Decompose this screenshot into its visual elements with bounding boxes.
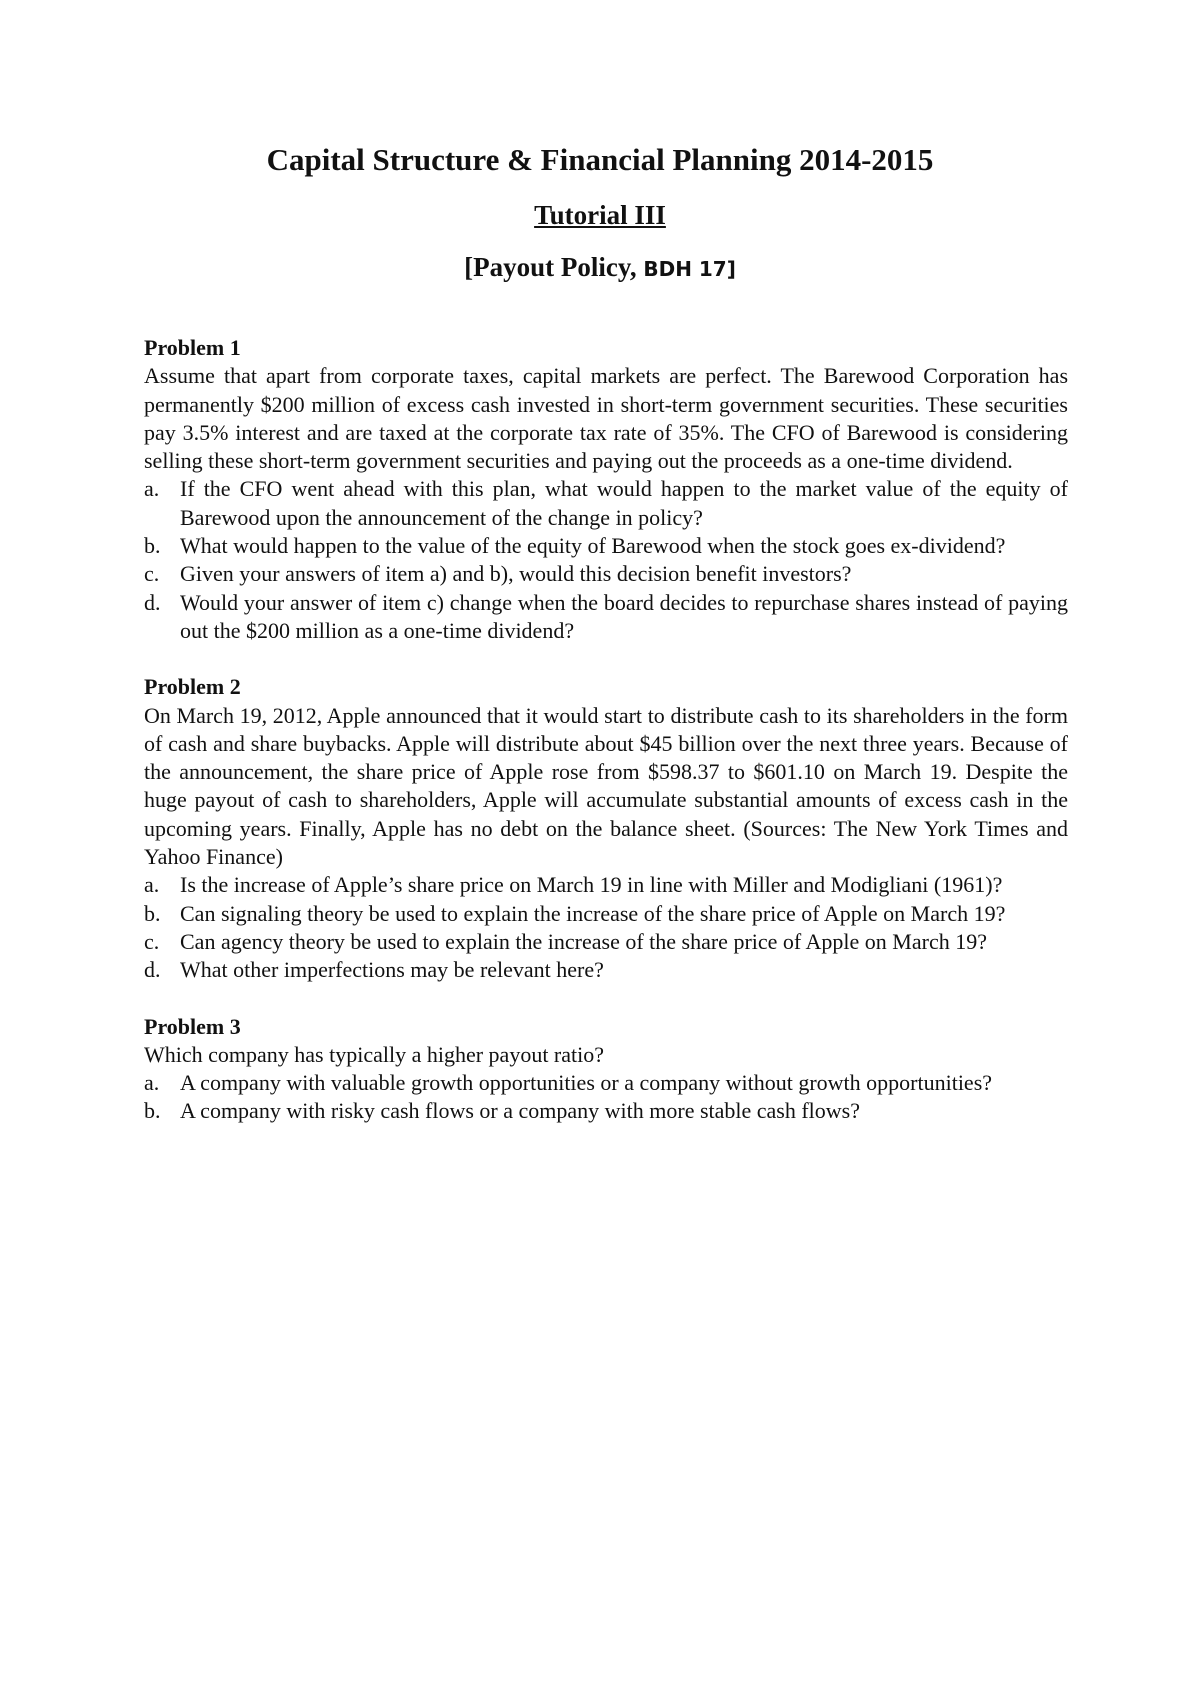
question-text: What other imperfections may be relevant here?	[180, 957, 604, 983]
question-letter: c.	[144, 561, 160, 587]
problem-3	[144, 1013, 1068, 1126]
question-item	[144, 532, 1068, 560]
problem-1	[144, 334, 1068, 645]
question-list	[144, 1069, 1068, 1126]
problem-title: Problem 2	[144, 674, 241, 700]
question-letter: d.	[144, 589, 161, 615]
question-letter: b.	[144, 1098, 161, 1124]
question-item	[144, 1069, 1068, 1097]
problem-statement: Which company has typically a higher payout ratio?	[144, 1041, 605, 1067]
question-item	[144, 928, 1068, 956]
question-letter: b.	[144, 900, 161, 926]
question-letter: b.	[144, 533, 161, 559]
topic-label: [Payout Policy,	[464, 252, 644, 282]
question-text: Can signaling theory be used to explain the increase of the share price of Apple on March 19?	[180, 900, 1006, 926]
question-item	[144, 900, 1068, 928]
question-text: Would your answer of item c) change when the board decides to repurchase shares instead of paying out the $200 million as a one-time dividend?	[180, 589, 1068, 643]
question-text: Is the increase of Apple’s share price on March 19 in line with Miller and Modigliani (1961)?	[180, 872, 1003, 898]
question-text: A company with risky cash flows or a company with more stable cash flows?	[180, 1098, 861, 1124]
problem-statement: Assume that apart from corporate taxes, capital markets are perfect. The Barewood Corporation has permanently $200 million of excess cash invested in short-term government securities. These securities pay 3.5% interest and are taxed at the corporate tax rate of 35%. The CFO of Barewood is considering selling these short-term government securities and paying out the proceeds as a one-time dividend.	[144, 363, 1068, 474]
document-subtitle: Tutorial III	[534, 200, 666, 230]
topic-chapter-code: BDH 17]	[643, 257, 736, 281]
question-item	[144, 871, 1068, 899]
question-letter: d.	[144, 957, 161, 983]
document-topic	[0, 248, 1200, 288]
question-list	[144, 475, 1068, 645]
question-item	[144, 1097, 1068, 1125]
question-item	[144, 589, 1068, 646]
document-title: Capital Structure & Financial Planning 2014-2015	[266, 142, 934, 177]
question-text: What would happen to the value of the equity of Barewood when the stock goes ex-dividend?	[180, 533, 1006, 559]
question-letter: c.	[144, 928, 160, 954]
question-list	[144, 871, 1068, 984]
problem-statement: On March 19, 2012, Apple announced that it would start to distribute cash to its shareholders in the form of cash and share buybacks. Apple will distribute about $45 billion over the next three years. Because of the announcement, the share price of Apple rose from $598.37 to $601.10 on March 19. Despite the huge payout of cash to shareholders, Apple will accumulate substantial amounts of excess cash in the upcoming years. Finally, Apple has no debt on the balance sheet. (Sources: The New York Times and Yahoo Finance)	[144, 702, 1068, 870]
problem-title: Problem 3	[144, 1013, 241, 1039]
problem-2	[144, 673, 1068, 984]
question-item	[144, 475, 1068, 532]
question-text: If the CFO went ahead with this plan, what would happen to the market value of the equity of Barewood upon the announcement of the change in policy?	[180, 476, 1068, 530]
document-header	[0, 140, 1200, 288]
question-text: Given your answers of item a) and b), would this decision benefit investors?	[180, 561, 852, 587]
document-body	[144, 334, 1068, 1154]
problem-title: Problem 1	[144, 335, 241, 360]
question-letter: a.	[144, 476, 160, 502]
question-letter: a.	[144, 872, 160, 898]
question-text: A company with valuable growth opportunities or a company without growth opportunities?	[180, 1070, 993, 1096]
question-letter: a.	[144, 1070, 160, 1096]
question-item	[144, 560, 1068, 588]
question-text: Can agency theory be used to explain the increase of the share price of Apple on March 19?	[180, 928, 987, 954]
question-item	[144, 956, 1068, 984]
